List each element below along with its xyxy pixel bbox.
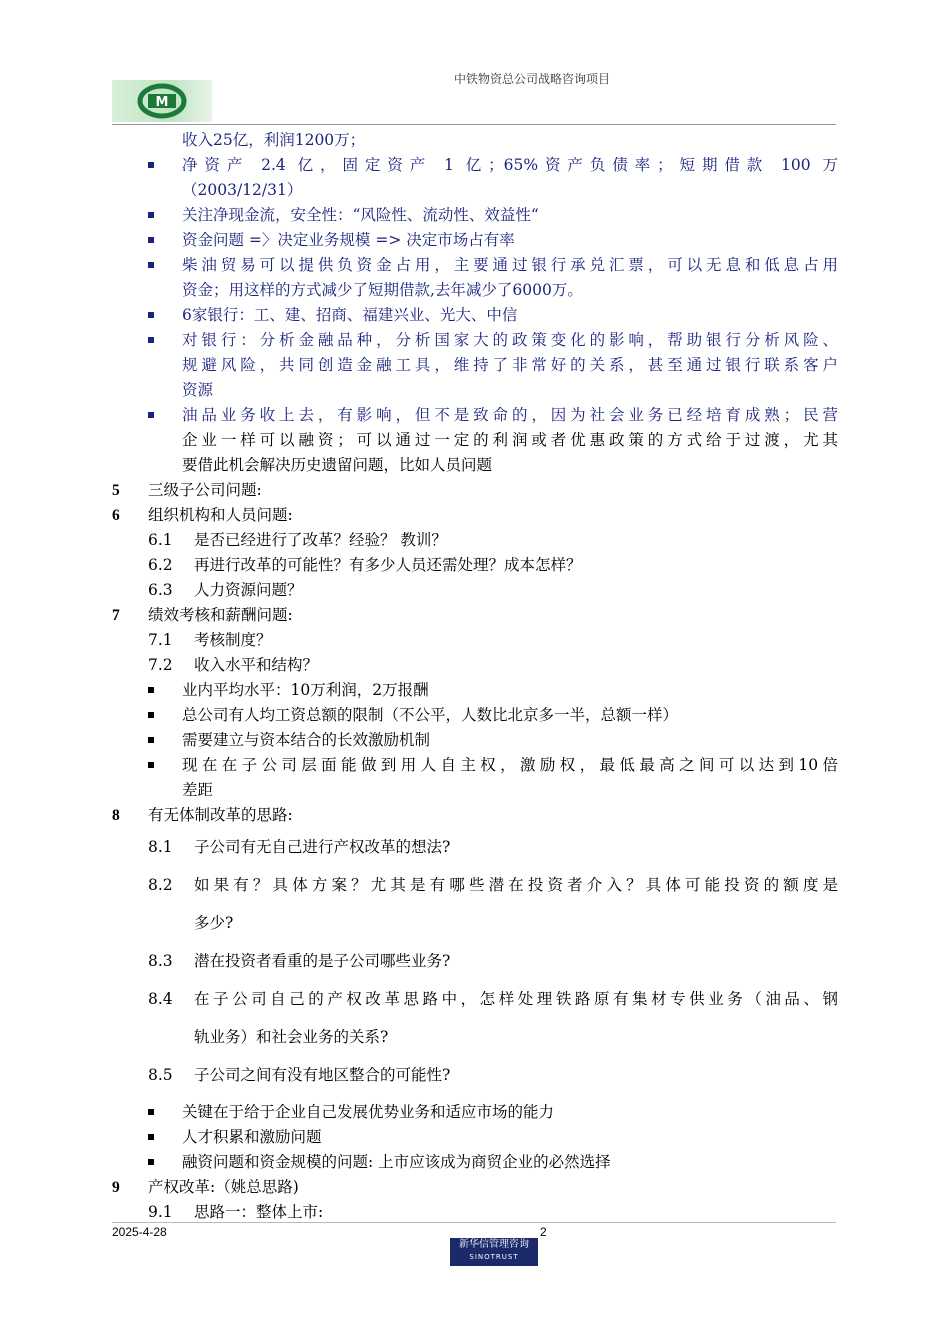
line-text: 收入25亿，利润1200万；: [182, 131, 366, 149]
bullet-icon: [148, 237, 154, 243]
logo-en-text: SINOTRUST: [469, 1253, 519, 1261]
subsection-text: 考核制度？: [194, 631, 272, 649]
subsection-number: 9.1: [148, 1203, 173, 1221]
logo-m-icon: [112, 80, 212, 122]
bullet-icon: [148, 737, 154, 743]
subsection-number: 6.1: [148, 531, 173, 549]
subsection-item: [112, 628, 838, 653]
list-item: [112, 703, 838, 728]
list-item: [112, 678, 838, 703]
bullet-icon: [148, 337, 154, 343]
section-title: 组织机构和人员问题:: [148, 506, 293, 524]
section-number: 5: [112, 482, 120, 499]
footer-date: 2025-4-28: [112, 1225, 167, 1239]
list-item: [112, 253, 838, 278]
section-heading: [112, 503, 838, 528]
subsection-number: 8.5: [148, 1066, 173, 1084]
subsection-item: [112, 553, 838, 578]
subsection-number: 6.3: [148, 581, 173, 599]
list-item: [112, 278, 838, 303]
list-item: [112, 1125, 838, 1150]
subsection-text: 是否已经进行了改革？经验？ 教训？: [194, 531, 447, 549]
subsection-item: [112, 942, 838, 980]
bullet-icon: [148, 687, 154, 693]
subsection-text: 多少?: [194, 914, 234, 932]
list-item: [112, 778, 838, 803]
subsection-item: [112, 653, 838, 678]
subsection-item: [112, 980, 838, 1018]
list-item: [112, 753, 838, 778]
line-text: 融资问题和资金规模的问题: 上市应该成为商贸企业的必然选择: [182, 1153, 611, 1171]
list-item: [112, 403, 838, 428]
line-text: （2003/12/31）: [182, 181, 303, 199]
subsection-item: [112, 866, 838, 904]
line-text: 净资产 2.4 亿，固定资产 1 亿；65%资产负债率；短期借款 100 万: [182, 156, 838, 174]
line-text: 柴油贸易可以提供负资金占用，主要通过银行承兑汇票，可以无息和低息占用: [182, 256, 838, 274]
subsection-text: 收入水平和结构？: [194, 656, 319, 674]
bullet-icon: [148, 1109, 154, 1115]
subsection-text: 思路一：整体上市:: [194, 1203, 324, 1221]
subsection-number: 7.1: [148, 631, 173, 649]
bullet-icon: [148, 312, 154, 318]
bullet-icon: [148, 262, 154, 268]
list-item: [112, 203, 838, 228]
subsection-item: [112, 528, 838, 553]
section-number: 6: [112, 507, 120, 524]
subsection-text: 再进行改革的可能性？有多少人员还需处理？成本怎样？: [194, 556, 582, 574]
section-number: 7: [112, 607, 120, 624]
list-item: [112, 178, 838, 203]
line-text: 关键在于给于企业自己发展优势业务和适应市场的能力: [182, 1103, 555, 1121]
line-text: 关注净现金流，安全性：“风险性、流动性、效益性“: [182, 206, 539, 224]
bullet-icon: [148, 412, 154, 418]
svg-text:M: M: [155, 95, 169, 110]
section-heading: [112, 603, 838, 628]
header-title: 中铁物资总公司战略咨询项目: [453, 72, 610, 86]
line-text: 油品业务收上去，有影响，但不是致命的，因为社会业务已经培育成熟；民营: [182, 406, 838, 424]
subsection-item: [112, 904, 838, 942]
logo-cn-text: 新华信管理咨询: [459, 1239, 529, 1250]
line-text: 6家银行：工、建、招商、福建兴业、光大、中信: [182, 306, 518, 324]
line-text: 业内平均水平：10万利润，2万报酬: [182, 681, 429, 699]
bullet-icon: [148, 162, 154, 168]
subsection-item: [112, 1056, 838, 1094]
line-text: 要借此机会解决历史遗留问题，比如人员问题: [182, 456, 493, 474]
line-text: 资金；用这样的方式减少了短期借款,去年减少了6000万。: [182, 281, 583, 299]
list-item: [112, 453, 838, 478]
list-item: [112, 303, 838, 328]
subsection-number: 8.1: [148, 838, 173, 856]
section-number: 9: [112, 1179, 120, 1196]
footer-divider: [112, 1222, 836, 1223]
document-body: [112, 128, 838, 1225]
sinotrust-logo: [450, 1238, 538, 1266]
subsection-text: 子公司有无自己进行产权改革的想法?: [194, 838, 451, 856]
subsection-text: 人力资源问题？: [194, 581, 303, 599]
list-item: [112, 728, 838, 753]
section-title: 绩效考核和薪酬问题:: [148, 606, 293, 624]
bullet-icon: [148, 212, 154, 218]
subsection-text: 子公司之间有没有地区整合的可能性?: [194, 1066, 451, 1084]
subsection-number: 7.2: [148, 656, 173, 674]
list-item: [112, 378, 838, 403]
line-text: 差距: [182, 781, 214, 799]
line-text: 需要建立与资本结合的长效激励机制: [182, 731, 431, 749]
section-title: 三级子公司问题:: [148, 481, 262, 499]
list-item: [112, 1150, 838, 1175]
subsection-item: [112, 828, 838, 866]
line-text: 企业一样可以融资；可以通过一定的利润或者优惠政策的方式给于过渡，尤其: [182, 431, 838, 449]
subsection-number: 8.2: [148, 876, 173, 894]
section-title: 产权改革:（姚总思路): [148, 1178, 299, 1196]
section-title: 有无体制改革的思路:: [148, 806, 293, 824]
list-item: [112, 153, 838, 178]
bullet-icon: [148, 1134, 154, 1140]
line-text: 总公司有人均工资总额的限制（不公平，人数比北京多一半，总额一样）: [182, 706, 679, 724]
line-text: 人才积累和激励问题: [182, 1128, 322, 1146]
subsection-number: 8.3: [148, 952, 173, 970]
page-number: 2: [540, 1225, 547, 1239]
bullet-icon: [148, 762, 154, 768]
line-text: 现在在子公司层面能做到用人自主权，激励权，最低最高之间可以达到10倍: [182, 756, 838, 774]
bullet-icon: [148, 712, 154, 718]
line-text: 资金问题 =〉决定业务规模 => 决定市场占有率: [182, 231, 515, 249]
company-logo: [112, 80, 212, 122]
list-item: [112, 428, 838, 453]
subsection-number: 6.2: [148, 556, 173, 574]
section-heading: [112, 478, 838, 503]
bullet-icon: [148, 1159, 154, 1165]
list-item: [112, 353, 838, 378]
subsection-text: 轨业务）和社会业务的关系?: [194, 1028, 389, 1046]
section-heading: [112, 803, 838, 828]
line-text: 资源: [182, 381, 214, 399]
list-item: [112, 1100, 838, 1125]
section-number: 8: [112, 807, 120, 824]
list-item: [112, 328, 838, 353]
subsection-text: 在子公司自己的产权改革思路中，怎样处理铁路原有集材专供业务（油品、钢: [194, 990, 838, 1008]
list-item: [112, 228, 838, 253]
header-divider: [112, 124, 836, 125]
list-item: [112, 128, 838, 153]
line-text: 规避风险，共同创造金融工具，维持了非常好的关系，甚至通过银行联系客户: [182, 356, 838, 374]
subsection-item: [112, 578, 838, 603]
subsection-number: 8.4: [148, 990, 173, 1008]
section-heading: [112, 1175, 838, 1200]
subsection-text: 潜在投资者看重的是子公司哪些业务?: [194, 952, 451, 970]
line-text: 对银行：分析金融品种，分析国家大的政策变化的影响，帮助银行分析风险、: [182, 331, 838, 349]
subsection-item: [112, 1018, 838, 1056]
subsection-text: 如果有？具体方案？尤其是有哪些潜在投资者介入？具体可能投资的额度是: [194, 876, 838, 894]
